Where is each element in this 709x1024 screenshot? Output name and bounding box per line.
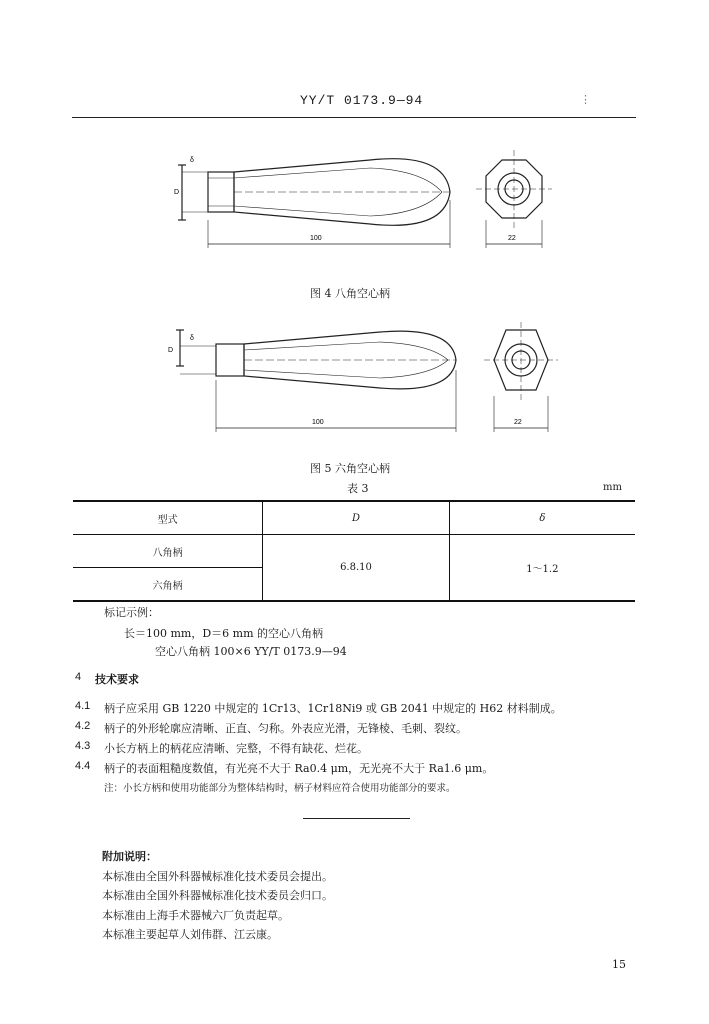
figure-5-dim-width: 22 (514, 419, 522, 426)
clause-number: 4.1 (75, 700, 91, 712)
appendix-line: 本标准主要起草人刘伟群、江云康。 (102, 928, 278, 941)
figure-4-drawing (160, 140, 560, 260)
separator-rule (303, 818, 410, 819)
figure-4-caption: 图 4 八角空心柄 (310, 287, 390, 300)
spec-table (73, 500, 635, 602)
clause-text: 小长方柄上的柄花应清晰、完整，不得有缺花、烂花。 (104, 742, 368, 755)
clause-number: 4.3 (75, 740, 91, 752)
clause-text: 柄子应采用 GB 1220 中规定的 1Cr13、1Cr18Ni9 或 GB 2041 中规定的 H62 材料制成。 (104, 702, 562, 715)
figure-5-dim-delta: δ (190, 335, 194, 342)
table-header-type: 型式 (73, 501, 263, 535)
marking-line-2: 空心八角柄 100×6 YY/T 0173.9—94 (155, 645, 347, 658)
table-unit: mm (603, 482, 622, 493)
figure-4-dim-length: 100 (310, 235, 322, 242)
header-mark: ⋮ (580, 93, 591, 106)
table-cell-delta: 1～1.2 (449, 535, 635, 602)
marking-line-1: 长＝100 mm，D＝6 mm 的空心八角柄 (124, 627, 324, 640)
section-4-number: 4 (75, 671, 82, 683)
figure-5-caption: 图 5 六角空心柄 (310, 462, 390, 475)
clause-number: 4.4 (75, 760, 91, 772)
table-cell-type: 六角柄 (73, 568, 263, 602)
marking-title: 标记示例： (104, 606, 159, 619)
figure-5-drawing (160, 320, 560, 440)
header-rule (72, 117, 636, 118)
standard-number-header: YY/T 0173.9—94 (300, 93, 424, 108)
table-title: 表 3 (347, 482, 369, 495)
figure-4-dim-delta: δ (190, 157, 194, 164)
table-cell-type: 八角柄 (73, 535, 263, 568)
figure-5-dim-length: 100 (312, 419, 324, 426)
appendix-title: 附加说明： (102, 851, 157, 863)
section-4-note: 注：小长方柄和使用功能部分为整体结构时，柄子材料应符合使用功能部分的要求。 (104, 783, 456, 794)
page-number: 15 (612, 958, 626, 971)
figure-4-dim-D: D (174, 189, 180, 196)
appendix-line: 本标准由全国外科器械标准化技术委员会归口。 (102, 889, 333, 902)
figure-5-dim-D: D (168, 347, 174, 354)
figure-4-dim-width: 22 (508, 235, 516, 242)
table-row (73, 535, 635, 568)
table-header-D: D (263, 501, 449, 535)
clause-number: 4.2 (75, 720, 91, 732)
table-header-delta: δ (449, 501, 635, 535)
clause-text: 柄子的表面粗糙度数值，有光亮不大于 Ra0.4 μm，无光亮不大于 Ra1.6 μm。 (104, 762, 494, 775)
appendix-line: 本标准由全国外科器械标准化技术委员会提出。 (102, 870, 333, 883)
section-4-title: 技术要求 (95, 674, 139, 686)
table-cell-D: 6.8.10 (263, 535, 449, 602)
clause-text: 柄子的外形轮廓应清晰、正直、匀称。外表应光滑，无锋棱、毛刺、裂纹。 (104, 722, 467, 735)
table-header-row (73, 501, 635, 535)
appendix-line: 本标准由上海手术器械六厂负责起草。 (102, 909, 289, 922)
